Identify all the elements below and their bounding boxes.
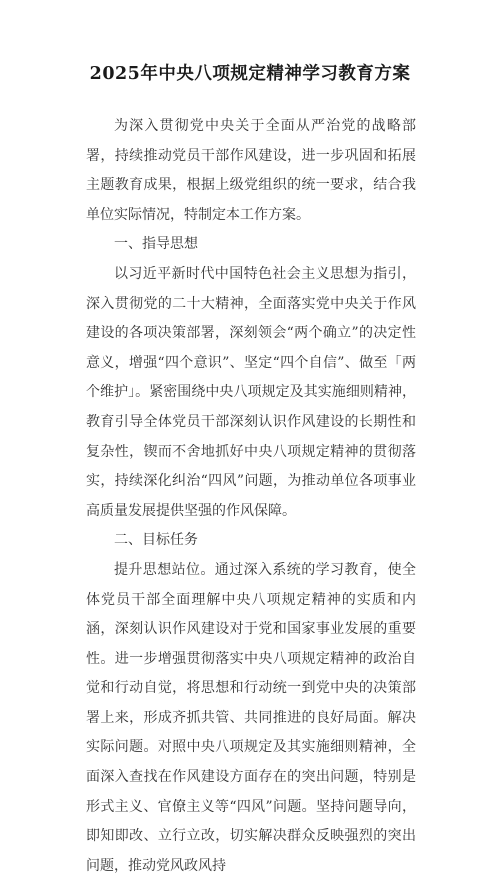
section-heading-goals: 二、目标任务 — [114, 532, 198, 549]
section-heading-guiding-ideology: 一、指导思想 — [114, 236, 198, 253]
guiding-ideology-paragraph: 以习近平新时代中国特色社会主义思想为指引，深入贯彻党的二十大精神，全面落实党中央关于作风建设的各项决策部署，深刻领会“两个确立”的决定性意义，增强“四个意识”、坚定“四个自信”、做至「两个维护」。紧密围绕中央八项规定及其实施细则精神，教育引导全体党员干部深刻认识作风建设的长期性和复杂性，锲而不舍地抓好中央八项规定精神的贯彻落实，持续深化纠治“四风”问题，为推动单位各项事业高质量发展提供坚强的作风保障。 — [86, 265, 416, 519]
document-body — [86, 112, 416, 881]
document-title: 2025年中央八项规定精神学习教育方案 — [89, 64, 411, 84]
intro-paragraph: 为深入贯彻党中央关于全面从严治党的战略部署，持续推动党员干部作风建设，进一步巩固和拓展主题教育成果，根据上级党组织的统一要求，结合我单位实际情况，特制定本工作方案。 — [86, 118, 416, 223]
goals-paragraph: 提升思想站位。通过深入系统的学习教育，使全体党员干部全面理解中央八项规定精神的实质和内涵，深刻认识作风建设对于党和国家事业发展的重要性。进一步增强贯彻落实中央八项规定精神的政治自觉和行动自觉，将思想和行动统一到党中央的决策部署上来，形成齐抓共管、共同推进的良好局面。解决实际问题。对照中央八项规定及其实施细则精神，全面深入查找在作风建设方面存在的突出问题，特别是形式主义、官僚主义等“四风”问题。坚持问题导向，即知即改、立行立改，切实解决群众反映强烈的突出问题，推动党风政风持 — [86, 561, 416, 874]
